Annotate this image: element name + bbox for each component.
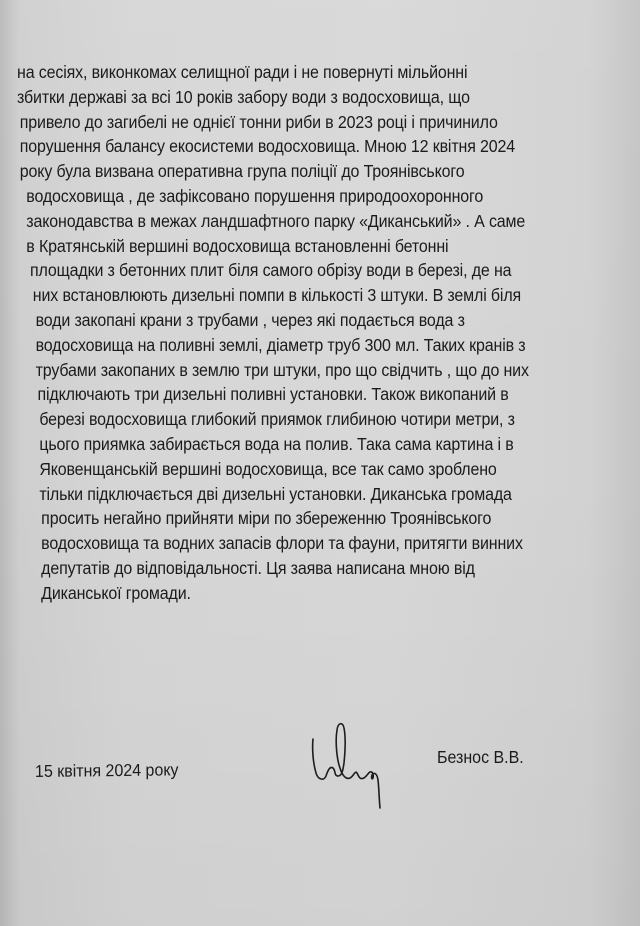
statement-body xyxy=(17,60,637,606)
body-line: підключають три дизельні поливні установки. Також викопаний в xyxy=(37,384,509,405)
body-line: водосховища на поливні землі, діаметр труб 300 мл. Таких кранів з xyxy=(35,334,526,355)
body-line: трубами закопаних в землю три штуки, про що свідчить , що до них xyxy=(35,359,529,380)
body-line: водосховища та водних запасів флори та фауни, притягти винних xyxy=(41,533,523,554)
body-line: цього приямка забирається вода на полив. Така сама картина і в xyxy=(39,433,514,454)
statement-date: 15 квітня 2024 року xyxy=(34,759,179,781)
signature-icon xyxy=(300,718,400,818)
body-line: на сесіях, виконкомах селищної ради і не повернуті мільйонні xyxy=(17,62,468,82)
body-line: порушення балансу екосистеми водосховища. Мною 12 квітня 2024 xyxy=(19,136,516,157)
body-line: води закопані крани з трубами , через які подається вода з xyxy=(35,309,465,330)
body-line: водосховища , де зафіксовано порушення природоохоронного xyxy=(26,185,484,206)
body-line: привело до загибелі не однієї тонни риби в 2023 році і причинило xyxy=(19,111,498,132)
body-line: депутатів до відповідальності. Ця заява написана мною від xyxy=(41,557,475,578)
body-line: них встановлюють дизельні помпи в кількості 3 штуки. В землі біля xyxy=(32,285,522,306)
body-line: року була визвана оперативна група поліції до Троянівського xyxy=(19,161,465,182)
body-line: просить негайно прийняти міри по збереженню Троянівського xyxy=(41,508,492,529)
signer-name: Безнос В.В. xyxy=(437,747,524,767)
body-line: Яковенщанській вершині водосховища, все так само зроблено xyxy=(39,458,497,479)
body-line: тільки підключається дві дизельні установки. Диканська громада xyxy=(39,483,512,504)
body-line: березі водосховища глибокий приямок глибиною чотири метри, з xyxy=(39,409,515,430)
body-line: збитки державі за всі 10 років забору води з водосховища, що xyxy=(17,86,470,107)
body-line: площадки з бетонних плит біля самого обрізу води в березі, де на xyxy=(30,260,512,281)
body-line: законодавства в межах ландшафтного парку «Диканський» . А саме xyxy=(26,210,526,231)
body-line: Диканської громади. xyxy=(41,582,191,603)
body-line: в Кратянській вершині водосховища встановленні бетонні xyxy=(26,235,449,256)
